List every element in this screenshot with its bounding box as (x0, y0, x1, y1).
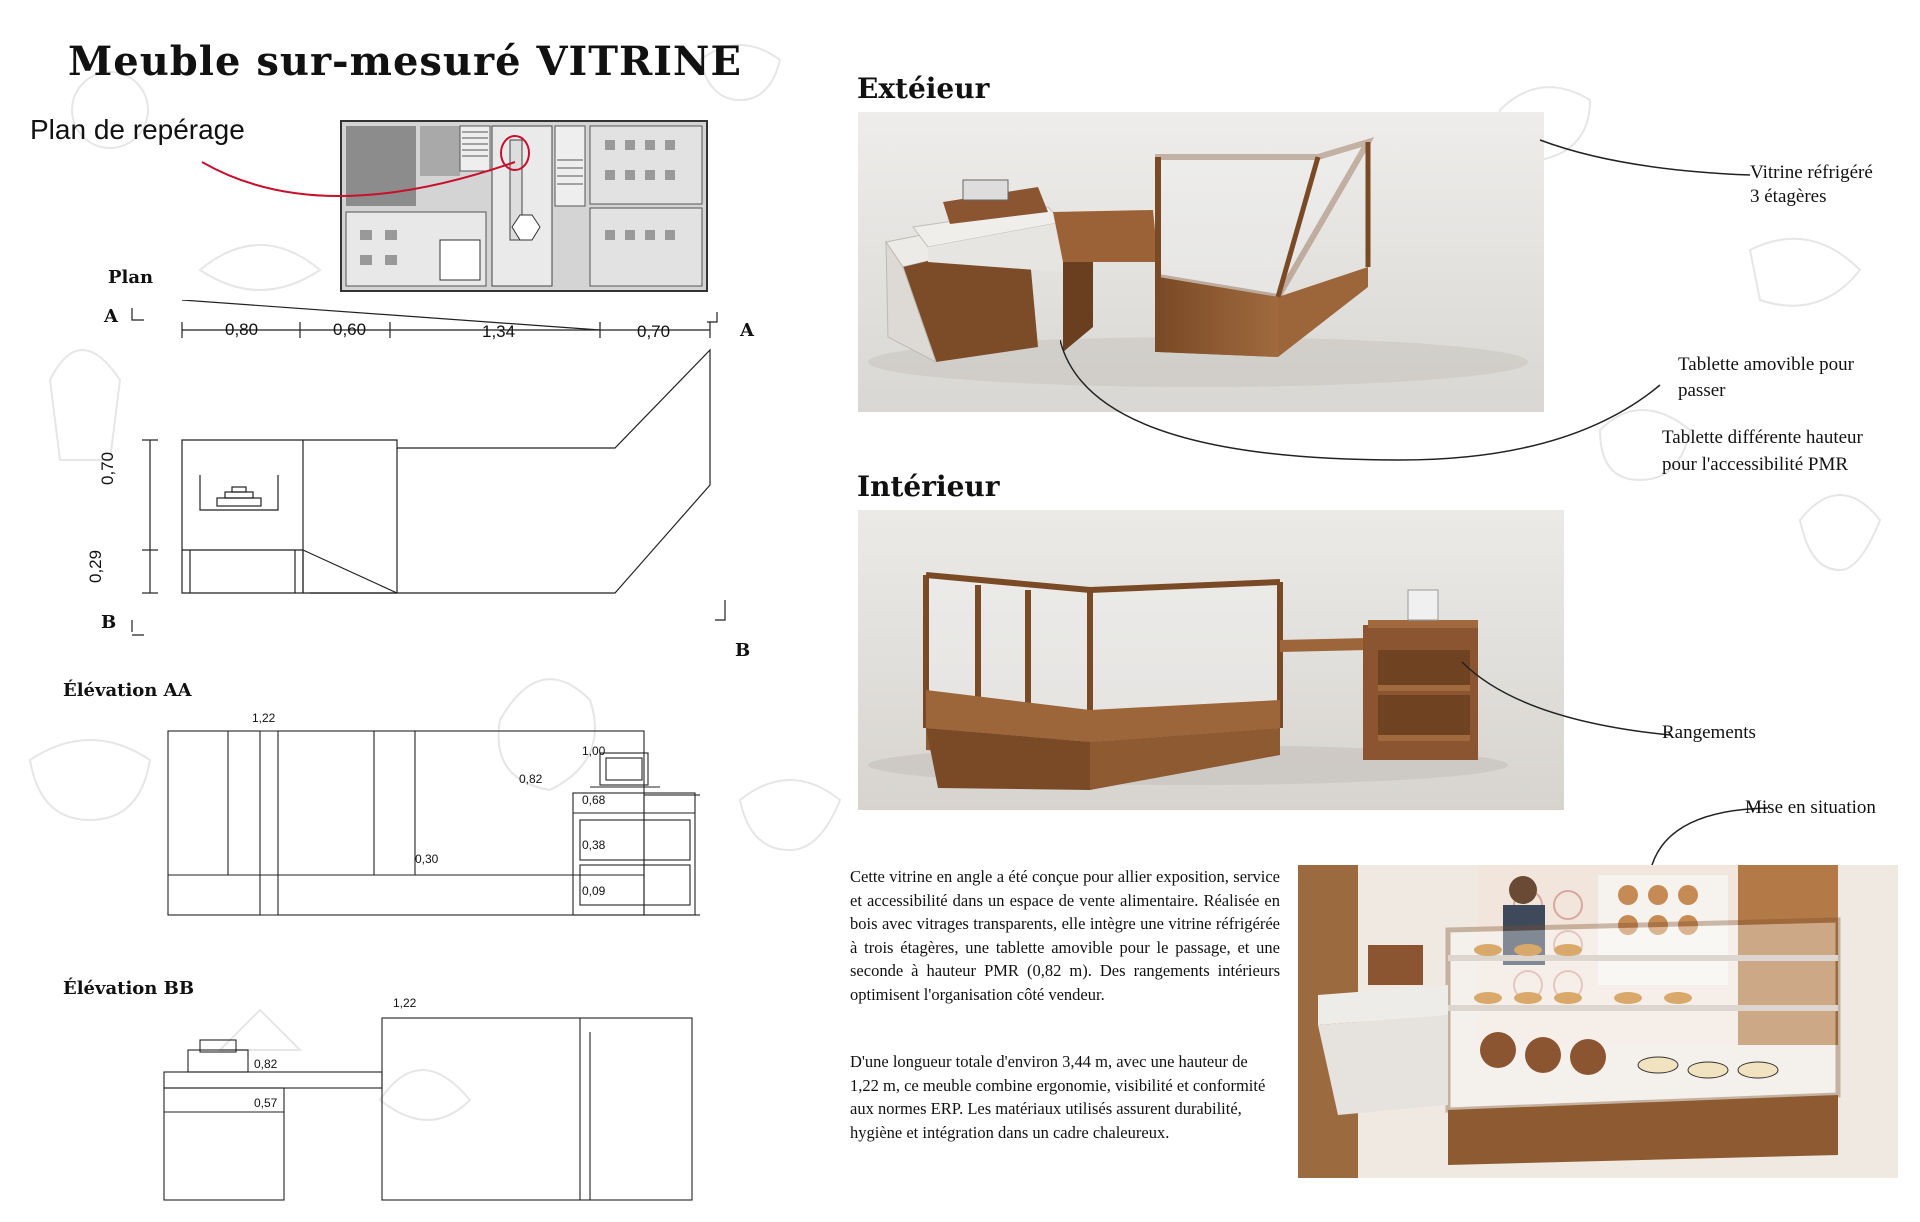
interieur-annotation-line (1460, 660, 1680, 740)
bb-dim-1: 0,82 (254, 1057, 278, 1071)
bb-dim-0: 1,22 (393, 996, 417, 1010)
aa-dim-3: 0,68 (582, 793, 606, 807)
note-rangements: Rangements (1662, 722, 1756, 743)
plan-dim-v-1: 0,29 (86, 549, 105, 583)
description-paragraph-1: Cette vitrine en angle a été conçue pour allier exposition, service et accessibilité dans un espace de vente alimentaire. Réalisée en bois avec vitrages transparents, elle intègre une vitrine réfrigérée à trois étagères, une tablette amovible pour le passage, et une seconde à hauteur PMR (0,82 m). Des rangements intérieurs optimisent l'organisation côté vendeur. (850, 867, 1280, 1004)
elevation-aa-drawing (160, 725, 700, 920)
plan-dim-h-3: 0,70 (637, 322, 671, 341)
page-title: Meuble sur-mesuré VITRINE (68, 38, 742, 85)
situation-label: Mise en situation (1745, 797, 1876, 818)
aa-dim-2: 0,82 (519, 772, 543, 786)
aa-dim-1: 1,00 (582, 744, 606, 758)
plan-dim-h-0: 0,80 (225, 320, 259, 339)
note-tablette-2: passer (1678, 380, 1726, 401)
elevation-bb-label: Élévation BB (63, 978, 195, 999)
note-pmr-1: Tablette différente hauteur (1662, 427, 1863, 448)
section-mark-b-left: B (101, 612, 117, 633)
situation-render (1298, 865, 1898, 1178)
plan-label: Plan (108, 267, 154, 288)
aa-dim-4: 0,38 (582, 838, 606, 852)
plan-dim-h-1: 0,60 (333, 320, 367, 339)
plan-dim-v-0: 0,70 (98, 451, 117, 485)
aa-dim-5: 0,30 (415, 852, 439, 866)
plan-reperage-label: Plan de repérage (30, 114, 245, 145)
elevation-aa-label: Élévation AA (63, 680, 192, 701)
note-vitrine-2: 3 étagères (1750, 186, 1827, 207)
description-paragraph-2: D'une longueur totale d'environ 3,44 m, avec une hauteur de 1,22 m, ce meuble combine ergonomie, visibilité et conformité aux normes ERP. Les matériaux utilisés assurent durabilité, hygiène et intégration dans un cadre chaleureux. (850, 1052, 1266, 1142)
exterieur-label: Extéieur (857, 72, 990, 105)
aa-dim-0: 1,22 (252, 711, 276, 725)
reference-pointer-curve (200, 150, 540, 220)
exterieur-annotation-lines (1060, 130, 1760, 480)
aa-dim-6: 0,09 (582, 884, 606, 898)
elevation-bb-drawing (160, 1010, 700, 1205)
section-mark-a-right: A (740, 320, 754, 341)
section-mark-b-right: B (735, 640, 751, 661)
plan-dim-h-2: 1,34 (482, 322, 516, 341)
section-mark-a-left: A (104, 306, 118, 327)
interieur-label: Intérieur (857, 470, 1000, 503)
note-tablette-1: Tablette amovible pour (1678, 354, 1854, 375)
bb-dim-2: 0,57 (254, 1096, 278, 1110)
note-pmr-2: pour l'accessibilité PMR (1662, 454, 1849, 475)
interieur-render (858, 510, 1564, 810)
note-vitrine-1: Vitrine réfrigéré (1750, 162, 1873, 183)
plan-drawing (120, 300, 740, 650)
